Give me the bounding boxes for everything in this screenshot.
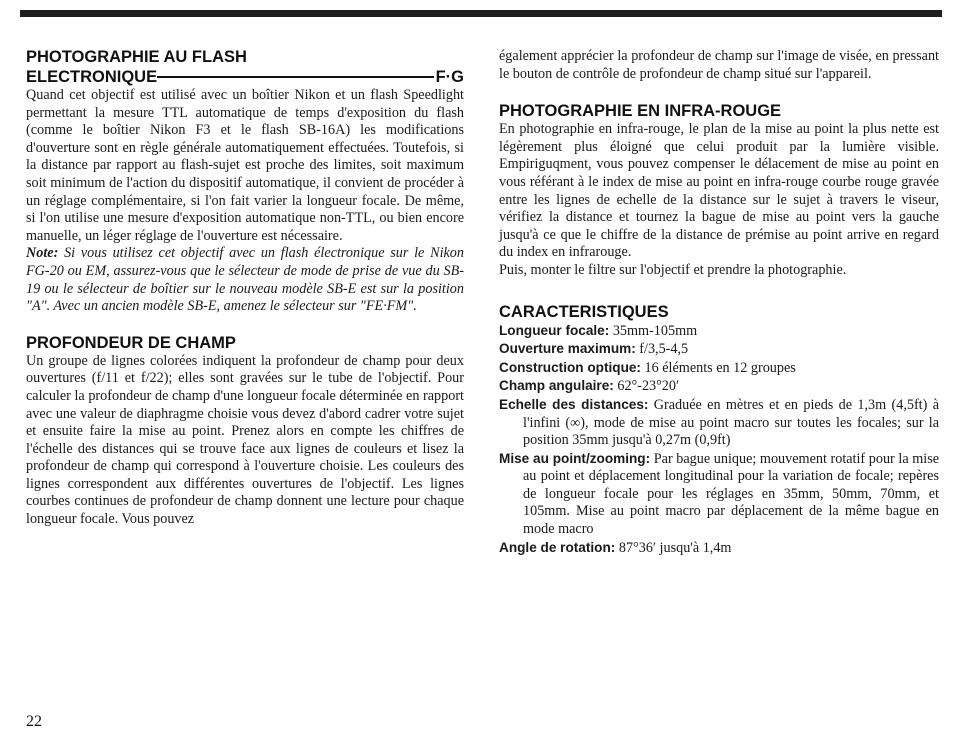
flash-heading-line2 (26, 67, 464, 87)
spec-item (499, 450, 939, 539)
flash-heading-text: ELECTRONIQUE (26, 68, 158, 86)
spec-item (499, 377, 939, 396)
top-border-bar (20, 10, 942, 17)
spec-value: 16 éléments en 12 groupes (644, 359, 796, 376)
spec-label: Echelle des distances: (499, 396, 649, 412)
dof-continued-paragraph: également apprécier la profondeur de champ sur l'image de visée, en pressant le bouton de contrôle de profondeur de champ situé sur l'appareil. (499, 48, 939, 82)
left-column (26, 48, 464, 529)
spec-label: Mise au point/zooming: (499, 450, 651, 466)
flash-paragraph: Quand cet objectif est utilisé avec un boîtier Nikon et un flash Speedlight permettant la mesure TTL automatique de temps d'exposition du flash (comme le boîtier Nikon F3 et le flash SB-16A) les modifications d'ouverture sont en règle générale automatiquement effectuées. Toutefois, si la distance par rapport au flash-sujet est proche des limites, soit maximum soit minimum de l'action du dispositif automatique, il convient de procéder à un réglage complémentaire, si l'on fait varier la longueur focale. De même, si l'on utilise une mesure d'exposition automatique non-TTL, ou bien encore manuelle, un léger réglage de l'ouverture est nécessaire. (26, 87, 464, 244)
note-label: Note: (26, 245, 59, 262)
spec-list (499, 322, 939, 558)
spec-item (499, 359, 939, 378)
ir-paragraph-1: En photographie en infra-rouge, le plan de la mise au point la plus nette est légèrement plus éloigné que celui produit par la lumière visible. Empiriguqment, vous pouvez compenser le délacement de mise au point en vous référant à le index de mise au point en infra-rouge courbe rouge gravée entre les lignes de echelle de la distance sur le sujet à travers le viseur, vérifiez la distance et tournez la bague de mise au point vers la gauche jusqu'à ce que le chiffre de la distance de prémise au point arrive en regard du index en infrarouge. (499, 121, 939, 261)
ir-paragraph-2: Puis, monter le filtre sur l'objectif et prendre la photographie. (499, 261, 847, 278)
spec-value: 35mm-105mm (612, 322, 698, 339)
spec-label: Ouverture maximum: (499, 341, 636, 357)
spec-value: f/3,5-4,5 (639, 341, 689, 358)
spec-value: 87°36′ jusqu'à 1,4m (618, 539, 732, 556)
spec-item (499, 322, 939, 341)
spec-heading: CARACTERISTIQUES (499, 302, 669, 321)
spec-value: Graduée en mètres et en pieds de 1,3m (4,5ft) à l'infini (∞), mode de mise au point macro sur toutes les focales; sur la position 35mm jusqu'à 0,27m (0,9ft) (523, 396, 939, 449)
flash-heading-tag: F·G (435, 68, 464, 86)
spec-item (499, 340, 939, 359)
dof-heading: PROFONDEUR DE CHAMP (26, 333, 236, 352)
right-column (499, 48, 939, 557)
spec-item (499, 396, 939, 450)
dof-paragraph: Un groupe de lignes colorées indiquent la profondeur de champ pour deux ouvertures (f/11 et f/22); elles sont gravées sur le tube de l'objectif. Pour calculer la profondeur de champ d'une longueur focale déterminée en rapport avec une valeur de diaphragme choisie vous devez d'abord cadrer votre sujet et ensuite faire la mise au point. Prenez alors en compte les chiffres de l'échelle des distances qui se trouve face aux lignes de couleurs et lisez la profondeur de champ qui correspond à l'ouverture choisie. Les couleurs des lignes correspondent aux différentes ouvertures de l'objectif. Les lignes courbes continues de profondeur de champ donnent une lecture pour chaque longueur focale. Vous pouvez (26, 352, 464, 528)
note-paragraph (26, 245, 464, 315)
heading-rule (157, 76, 433, 78)
page-number: 22 (26, 713, 42, 730)
spec-value: 62°-23°20′ (617, 378, 680, 395)
spec-label: Angle de rotation: (499, 539, 616, 555)
spec-label: Longueur focale: (499, 322, 610, 338)
spec-value: Par bague unique; mouvement rotatif pour la mise au point et déplacement longitudinal pour la variation de focale; repères de longueur focale pour les réglages en 35mm, 50mm, 70mm, et 105mm. Mise au point macro par déplacement de la même bague en mode macro (523, 450, 940, 538)
flash-heading: PHOTOGRAPHIE AU FLASH (26, 48, 247, 66)
ir-heading: PHOTOGRAPHIE EN INFRA-ROUGE (499, 102, 782, 121)
spec-label: Champ angulaire: (499, 378, 614, 394)
spec-label: Construction optique: (499, 359, 641, 375)
note-text: Si vous utilisez cet objectif avec un flash électronique sur le Nikon FG-20 ou EM, assurez-vous que le sélecteur de mode de prise de vue du SB-19 ou le sélecteur de boîtier sur le nouveau modèle SB-E est sur la position "A". Avec un ancien modèle SB-E, amenez le sélecteur sur "FE·FM". (26, 245, 464, 315)
spec-item (499, 539, 939, 558)
